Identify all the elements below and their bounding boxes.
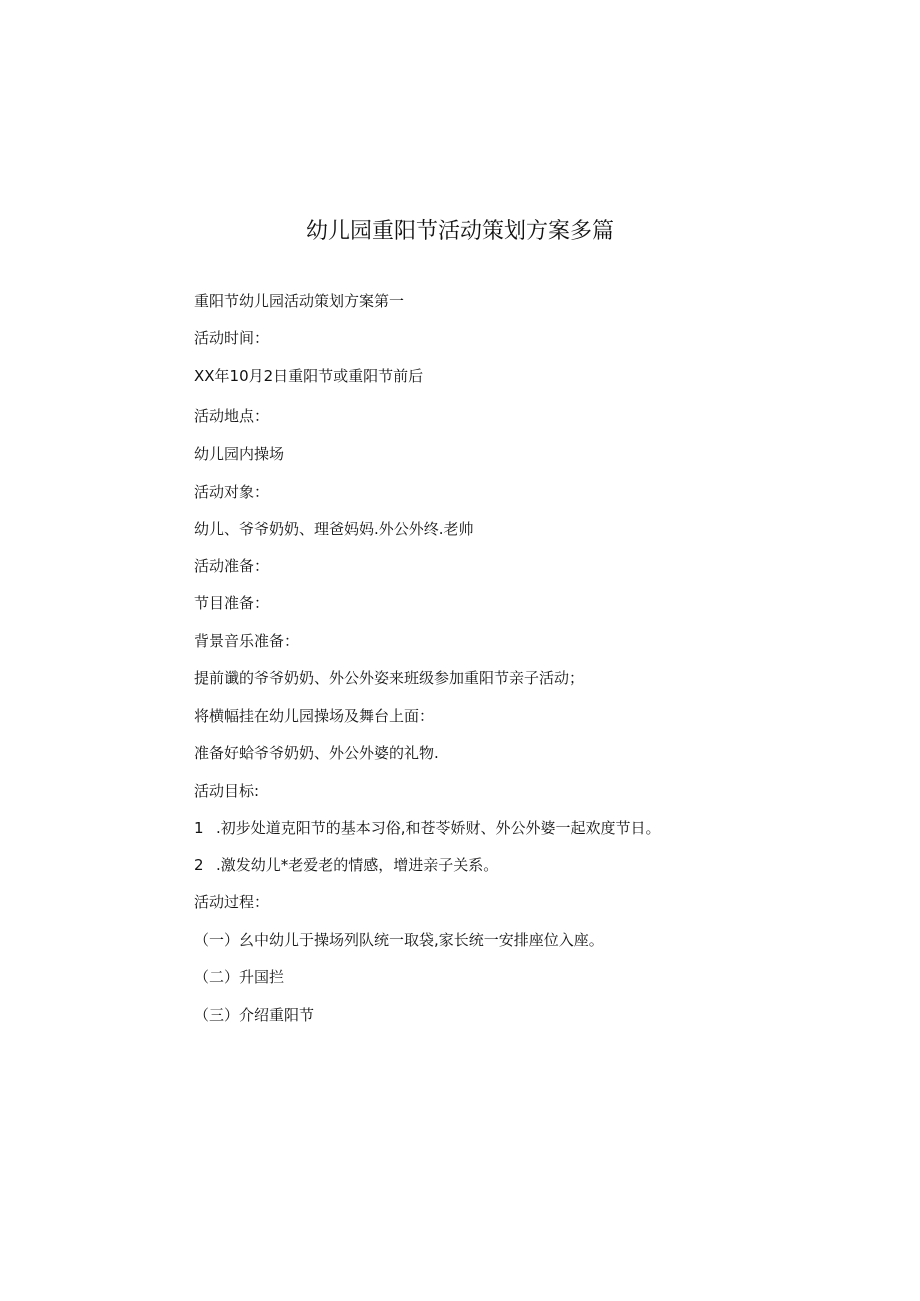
activity-prep-label: 活动准备： — [194, 557, 270, 575]
prep-item-2: 将横幅挂在幼儿园操场及舞台上面： — [194, 707, 435, 725]
goal-number: 1 — [194, 819, 204, 837]
goal-text: .激发幼儿*老爱老的情感，增进亲子关系。 — [216, 856, 499, 874]
activity-place-value: 幼儿园内操场 — [194, 445, 285, 463]
document-title: 幼儿园重阳节活动策划方案多篇 — [305, 219, 614, 244]
music-prep-label: 背景音乐准备： — [194, 632, 300, 650]
activity-process-label: 活动过程： — [194, 893, 270, 911]
activity-time-label: 活动时间： — [194, 329, 270, 347]
prep-item-3: 准备好蛤爷爷奶奶、外公外婆的礼物. — [194, 744, 439, 762]
prep-item-1: 提前谶的爷爷奶奶、外公外姿来班级参加重阳节亲子活动； — [194, 669, 585, 687]
program-prep-label: 节目准备： — [194, 594, 270, 612]
activity-target-value: 幼儿、爷爷奶奶、理爸妈妈.外公外终.老帅 — [194, 520, 474, 538]
activity-target-label: 活动对象： — [194, 483, 270, 501]
process-step-1: （一）幺中幼儿于操场列队统一取袋,家长统一安排座位入座。 — [194, 931, 604, 949]
activity-goals-label: 活动目标: — [194, 782, 260, 800]
goal-text: .初步处道克阳节的基本习俗,和苍苓娇财、外公外婆一起欢度节日。 — [216, 819, 661, 837]
activity-time-value: XX年10月2日重阳节或重阳节前后 — [194, 367, 424, 385]
process-step-3: （三）介绍重阳节 — [194, 1006, 315, 1024]
section-heading: 重阳节幼儿园活动策划方案第一 — [194, 292, 405, 310]
goal-number: 2 — [194, 856, 204, 874]
goal-item-1 — [194, 817, 661, 839]
goal-item-2 — [194, 854, 498, 876]
process-step-2: （二）升国拦 — [194, 968, 285, 986]
activity-place-label: 活动地点： — [194, 407, 270, 425]
